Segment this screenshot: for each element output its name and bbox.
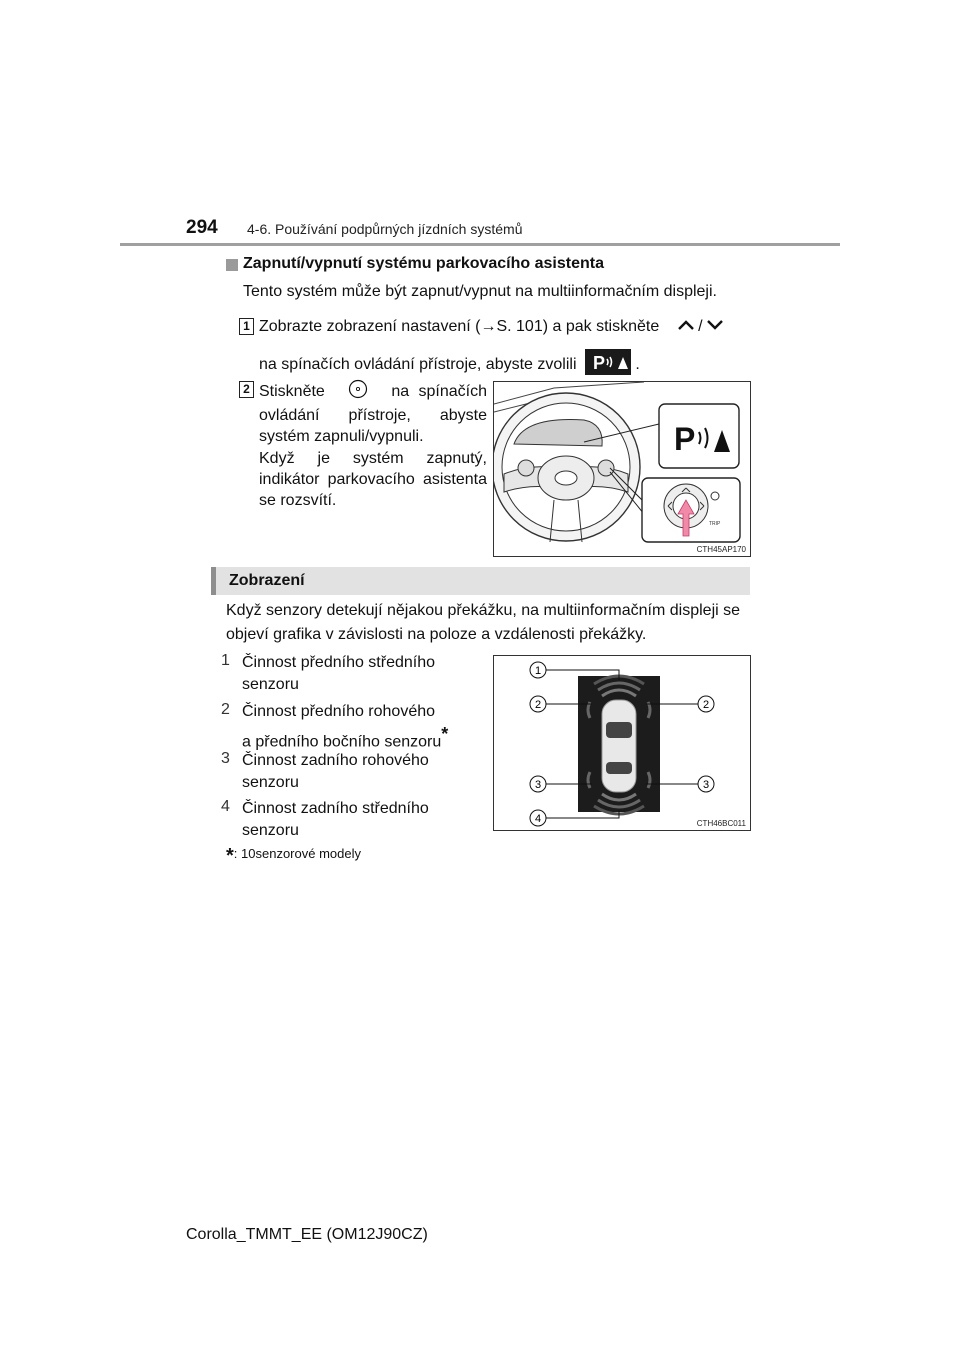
- svg-text:2: 2: [534, 699, 542, 711]
- list-number: 4: [221, 798, 230, 815]
- svg-text:2: 2: [702, 699, 710, 711]
- step-1-slash: /: [698, 318, 703, 335]
- step-1-text-c: na spínačích ovládání přístroje, abyste zvolili: [259, 356, 577, 374]
- footnote-star: *: [441, 724, 449, 744]
- list-item: [242, 750, 482, 794]
- list-item: [242, 652, 482, 696]
- step-2-note: Když je systém zapnutý, indikátor parkovacího asistenta se rozsvítí.: [259, 450, 487, 509]
- list-item-line: a předního bočního senzoru: [242, 733, 442, 751]
- step-2-text-a: Stiskněte: [259, 383, 325, 401]
- step-1-text: [259, 316, 754, 337]
- step-1-period: .: [635, 356, 640, 374]
- list-item-line: Činnost zadního rohového: [242, 752, 429, 769]
- list-item-line: senzoru: [242, 774, 299, 791]
- svg-text:3: 3: [702, 779, 710, 791]
- chevron-up-icon: [678, 316, 694, 337]
- steering-wheel-illustration: [494, 382, 750, 556]
- list-number: 2: [221, 701, 230, 718]
- sensor-display-illustration: [494, 656, 750, 830]
- list-item: [242, 701, 482, 753]
- section-bullet-icon: [226, 259, 238, 271]
- figure-code: CTH45AP170: [696, 545, 746, 554]
- chevron-down-icon: [707, 316, 723, 337]
- step-number: 1: [239, 318, 254, 335]
- list-item-line: senzoru: [242, 676, 299, 693]
- footnote: [226, 845, 361, 868]
- step-1-text-b: S. 101) a pak stiskněte: [496, 318, 660, 335]
- svg-text:P: P: [592, 353, 605, 373]
- list-item-line: Činnost předního středního: [242, 654, 436, 671]
- figure-code: CTH46BC011: [696, 819, 746, 828]
- list-item-line: senzoru: [242, 822, 299, 839]
- footnote-mark: *: [226, 845, 234, 867]
- list-number: 3: [221, 750, 230, 767]
- step-2-text: [259, 379, 487, 447]
- step-number: 2: [239, 381, 254, 398]
- list-item-line: Činnost zadního středního: [242, 800, 429, 817]
- step-2-text-b: na spínačích ovládání přístroje, abyste systém zapnuli/vypnuli.: [259, 383, 487, 445]
- ok-button-icon: [348, 379, 368, 405]
- display-section-title: Zobrazení: [229, 572, 305, 589]
- section-title: Zapnutí/vypnutí systému parkovacího asistenta: [243, 255, 604, 272]
- footnote-text: : 10senzorové modely: [233, 846, 361, 861]
- arrow-symbol: →: [480, 318, 497, 335]
- display-section-banner: [211, 567, 750, 595]
- svg-text:1: 1: [534, 665, 542, 677]
- trip-label: TRIP: [709, 521, 721, 527]
- parking-assist-icon: [585, 349, 631, 381]
- list-item-line: Činnost předního rohového: [242, 703, 436, 720]
- chapter-title: 4-6. Používání podpůrných jízdních systémů: [247, 221, 523, 237]
- sensor-display-figure: [493, 655, 751, 831]
- document-footer: Corolla_TMMT_EE (OM12J90CZ): [186, 1226, 428, 1243]
- list-number: 1: [221, 652, 230, 669]
- header-divider: [120, 243, 840, 246]
- svg-text:3: 3: [534, 779, 542, 791]
- page-number: 294: [186, 217, 218, 238]
- section-intro: Tento systém může být zapnut/vypnut na multiinformačním displeji.: [243, 283, 717, 300]
- step-1-text-line2: [259, 349, 754, 381]
- list-item: [242, 798, 482, 842]
- indicator-letter: P: [674, 421, 696, 457]
- display-paragraph: Když senzory detekují nějakou překážku, na multiinformačním displeji se objeví grafika v závislosti na poloze a vzdálenosti překážky.: [226, 602, 741, 643]
- svg-text:4: 4: [534, 813, 542, 825]
- steering-wheel-figure: [493, 381, 751, 557]
- step-1-text-a: Zobrazte zobrazení nastavení (: [259, 318, 481, 335]
